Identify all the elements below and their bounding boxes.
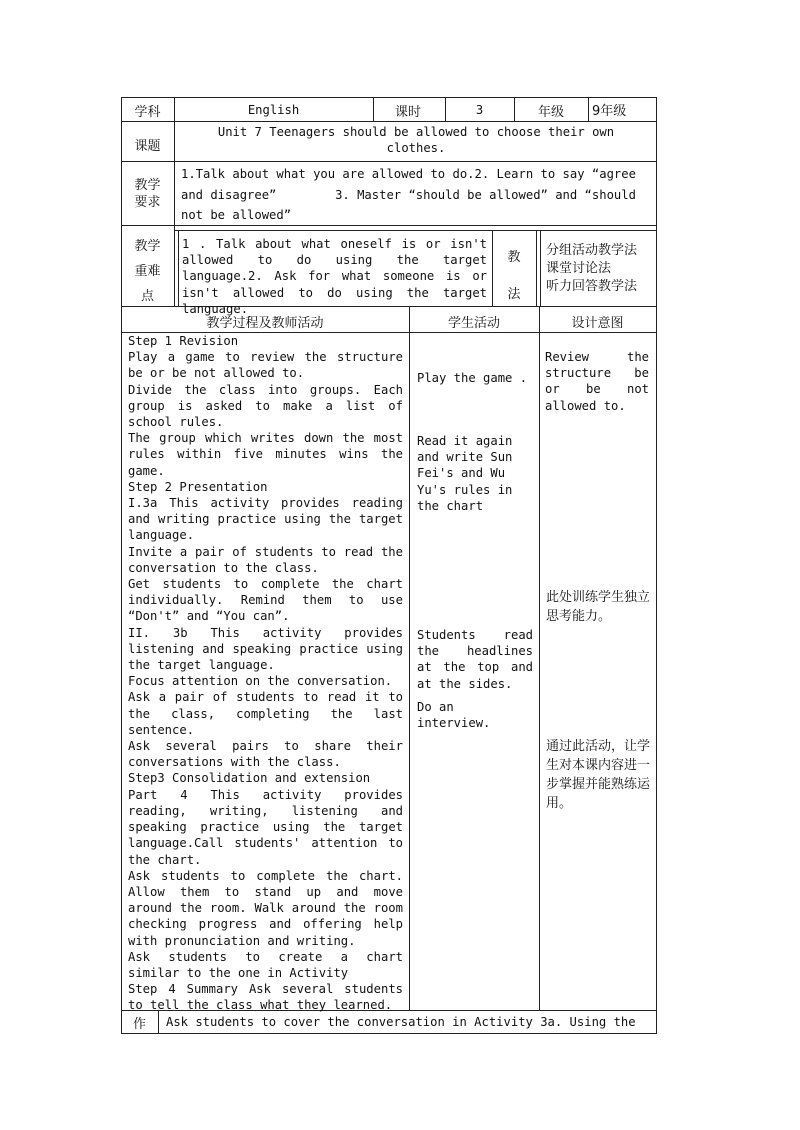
text-line: not be allowed” bbox=[181, 208, 292, 222]
activity-line: I.3a This activity provides reading and writing practice using the target language. bbox=[128, 496, 403, 543]
method-label bbox=[492, 239, 536, 313]
activity-line: Step 1 Revision bbox=[128, 334, 239, 348]
rule bbox=[409, 306, 410, 1010]
topic-value bbox=[176, 124, 656, 156]
student-activity-4: Do an interview. bbox=[417, 700, 491, 731]
method-list bbox=[546, 242, 654, 296]
teacher-activity bbox=[128, 333, 403, 1014]
activity-line: Step 2 Presentation bbox=[128, 479, 268, 494]
activity-line: Ask several pairs to share their conversations with the class. bbox=[128, 739, 403, 770]
activity-line: Ask a pair of students to read it to the class, completing the last sentence. bbox=[128, 690, 403, 737]
label-line: 教学 bbox=[134, 239, 161, 254]
rule bbox=[121, 97, 657, 98]
activity-line: II. 3b This activity provides listening and speaking practice using the target language. bbox=[128, 625, 403, 673]
rule bbox=[514, 97, 515, 121]
label-line: 重难 bbox=[134, 264, 161, 279]
rule bbox=[373, 97, 374, 121]
text-line: 1.Talk about what you are allowed to do.2. Learn to say “agree bbox=[181, 167, 636, 181]
text-line: and disagree” 3. Master “should be allowed” and “should bbox=[181, 187, 636, 202]
rule bbox=[121, 161, 657, 162]
activity-line: Part 4 This activity provides reading, writing, listening and speaking practice using the target language.Call students' attention to the chart. bbox=[128, 787, 403, 867]
student-activity-header: 学生活动 bbox=[447, 316, 500, 331]
rule bbox=[536, 230, 537, 306]
activity-line: Ask students to create a chart similar to the one in Activity bbox=[128, 949, 403, 980]
rule bbox=[178, 230, 179, 306]
grade-value: 9年级 bbox=[592, 104, 627, 119]
label-line: 点 bbox=[140, 289, 154, 304]
label-line: 法 bbox=[507, 287, 521, 302]
activity-line: Invite a pair of students to read the conversation to the class. bbox=[128, 544, 403, 575]
rule bbox=[588, 97, 589, 121]
key-points-label bbox=[121, 234, 174, 309]
activity-line: Step 4 Summary Ask several students to tell the class what they learned. bbox=[128, 982, 403, 1013]
topic-label: 课题 bbox=[134, 139, 161, 154]
rule bbox=[656, 97, 657, 1033]
period-value: 3 bbox=[475, 103, 484, 117]
rule bbox=[539, 306, 540, 1010]
activity-line: The group which writes down the most rules within five minutes wins the game. bbox=[128, 431, 403, 478]
teacher-activity-header: 教学过程及教师活动 bbox=[206, 316, 324, 331]
rule bbox=[121, 121, 657, 122]
label-line: 要求 bbox=[134, 195, 161, 210]
period-label: 课时 bbox=[395, 105, 422, 120]
homework-text: Ask students to cover the conversation in Activity 3a. Using the bbox=[166, 1015, 636, 1029]
activity-line: Divide the class into groups. Each group is asked to make a list of school rules. bbox=[128, 382, 403, 430]
activity-line: Play a game to review the structure be or be not allowed to. bbox=[128, 350, 403, 381]
rule bbox=[121, 1033, 657, 1034]
design-intent-3: 通过此活动，让学生对本课内容进一步掌握并能熟练运用。 bbox=[546, 739, 651, 811]
rule bbox=[174, 121, 175, 306]
activity-line: Focus attention on the conversation. bbox=[128, 674, 393, 689]
key-points-text: 1 . Talk about what oneself is or isn't allowed to do using the target language.2. Ask for what someone is or isn't allowed to do using the target language. bbox=[182, 237, 487, 316]
student-activity-1: Play the game . bbox=[417, 371, 528, 385]
topic-line: clothes. bbox=[386, 141, 446, 156]
method-item: 课堂讨论法 bbox=[546, 261, 612, 276]
label-line: 教学 bbox=[134, 178, 161, 193]
grade-label: 年级 bbox=[538, 105, 565, 120]
subject-label: 学科 bbox=[134, 105, 161, 120]
homework-label: 作 bbox=[132, 1017, 146, 1032]
design-intent-2: 此处训练学生独立思考能力。 bbox=[546, 590, 651, 624]
requirements-text bbox=[181, 164, 653, 226]
design-intent-header: 设计意图 bbox=[571, 316, 624, 331]
rule bbox=[175, 230, 657, 231]
student-activity-2: Read it again and write Sun Fei's and Wu Yu's rules in the chart bbox=[417, 434, 513, 513]
student-activity-3: Students read the headlines at the top and at the sides. bbox=[417, 628, 533, 691]
activity-line: Ask students to complete the chart. Allow them to stand up and move around the room. Walk around the room checking progress and offering help with pronunciation and writing. bbox=[128, 868, 403, 948]
method-item: 听力回答教学法 bbox=[546, 279, 638, 294]
subject-value: English bbox=[247, 103, 300, 117]
activity-line: Step3 Consolidation and extension bbox=[128, 771, 371, 786]
method-item: 分组活动教学法 bbox=[546, 243, 638, 258]
design-intent-1: Review the structure be or be not allowed to. bbox=[545, 350, 649, 413]
rule bbox=[540, 230, 541, 306]
label-line: 教 bbox=[507, 250, 521, 265]
topic-line: Unit 7 Teenagers should be allowed to choose their own bbox=[217, 125, 615, 139]
requirements-label bbox=[121, 177, 174, 211]
activity-line: Get students to complete the chart individually. Remind them to use “Don't” and “You can”. bbox=[128, 577, 403, 624]
